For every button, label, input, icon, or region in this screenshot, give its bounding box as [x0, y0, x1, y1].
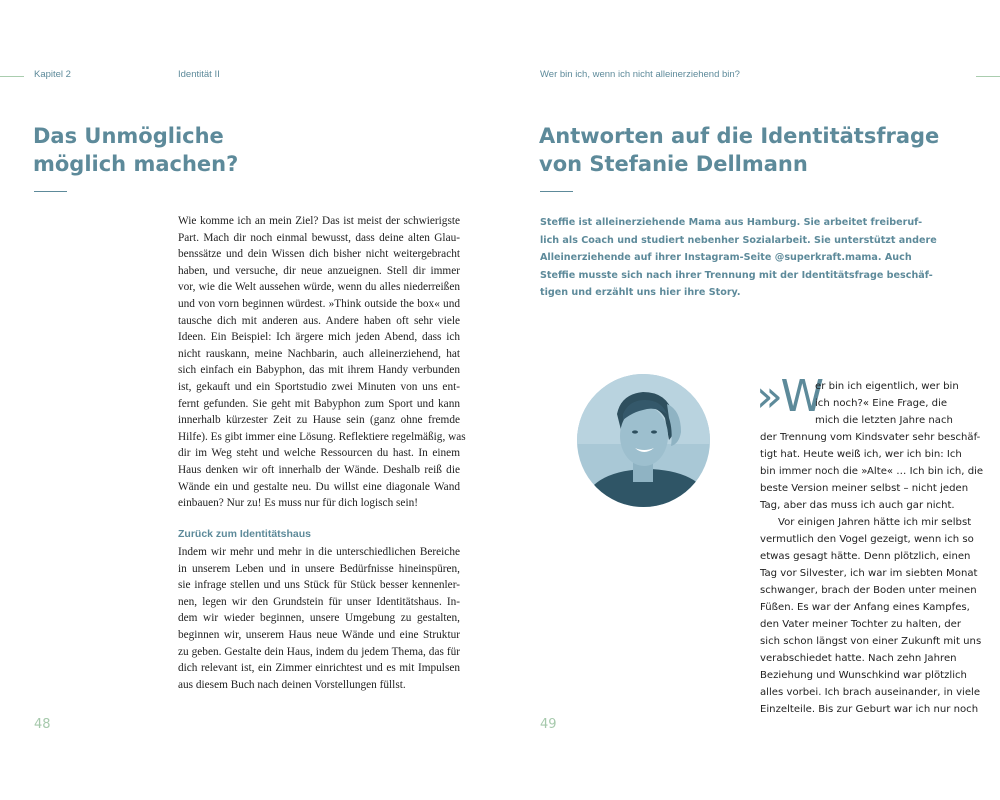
body-line: einbauen? Nur zu! Es muss nur für dich logisch sein! — [178, 497, 418, 510]
story-line: etwas gesagt hätte. Denn plötzlich, einen — [760, 551, 971, 562]
story-line: schwanger, brach der Boden unter meinen — [760, 585, 977, 596]
story-line: verabschiedet hatte. Nach zehn Jahren — [760, 653, 957, 664]
section-subheading: Zurück zum Identitätshaus — [178, 528, 312, 540]
body-line: fernt gefunden. Sie geht mit Babyphon zum Sport und kann — [178, 397, 460, 410]
portrait-photo — [577, 374, 710, 507]
body-line: Ideen. Ein Beispiel: Ich ärgere mich jeden Abend, dass ich — [178, 331, 460, 344]
page-number-left: 48 — [34, 717, 51, 732]
body-line: vor, wie die Welt aussehen würde, wenn du alles niederreißen — [178, 281, 460, 294]
story-line: Tag vor Silvester, ich war im siebten Monat — [760, 568, 978, 579]
body-line: Indem wir mehr und mehr in die unterschiedlichen Bereiche — [178, 546, 460, 558]
body-line: nicht rauskann, meine Nachbarin, auch alleinerziehend, hat — [178, 347, 460, 360]
body-line: in unserem Leben und in unsere Bedürfnisse hineinspüren, — [178, 562, 460, 575]
body-line: sie infrage stellen und uns Stück für Stück besser kennenler- — [178, 579, 460, 592]
story-line: den Vater meiner Tochter zu halten, der — [760, 619, 962, 630]
body-line: dem wir wieder beginnen, unsere Umgebung zu gestalten, — [178, 612, 460, 625]
body-line: dir im Weg steht und welche Ressourcen du hast. In einem — [178, 447, 460, 460]
story-line: mich die letzten Jahre nach — [815, 415, 953, 426]
body-line: ist, gekauft und ein Sportstudio zwei Minuten von uns ent- — [178, 380, 460, 393]
body-line: tausche dich mit anderen aus. Andere haben oft sehr viele — [178, 314, 460, 327]
title-rule-left — [34, 191, 67, 192]
story-line: alles vorbei. Ich brach auseinander, in viele — [760, 687, 981, 698]
story-lead-text — [815, 378, 959, 429]
story-line: Füßen. Es war der Anfang eines Kampfes, — [760, 602, 970, 613]
portrait-illustration — [577, 374, 710, 507]
intro-paragraph — [540, 214, 937, 302]
body-line: Wände ein und gestalte neu. Du willst eine diagonale Wand — [178, 480, 460, 493]
body-line: beginnen wir, unserem Haus neue Wände und eine Struktur — [178, 628, 460, 641]
title-line: möglich machen? — [33, 152, 239, 176]
body-line: innerhalb kürzester Zeit zu Hause sein (ganz ohne fremde — [178, 414, 460, 427]
story-line: Einzelteile. Bis zur Geburt war ich nur noch — [760, 704, 979, 715]
story-line: er bin ich eigentlich, wer bin — [815, 381, 959, 392]
body-line: benssätze und dein Wissen dich bisher nicht weitergebracht — [178, 248, 460, 261]
running-head-section: Identität II — [178, 69, 220, 80]
body-line: Wie komme ich an mein Ziel? Das ist meist der schwierigste — [178, 215, 460, 227]
page-number-right: 49 — [540, 717, 557, 732]
running-head-right: Wer bin ich, wenn ich nicht alleinerziehend bin? — [540, 69, 740, 80]
story-text — [760, 429, 983, 718]
body-line: und von vorn beginnen würdest. »Think outside the box« und — [178, 297, 460, 310]
title-rule-right — [540, 191, 573, 192]
intro-line: tigen und erzählt uns hier ihre Story. — [540, 287, 741, 299]
body-line: dich relevant ist, ein Zimmer einrichtest und es mit Impulsen — [178, 662, 460, 675]
title-line: Antworten auf die Identitätsfrage — [539, 124, 940, 148]
title-line: von Stefanie Dellmann — [539, 152, 808, 176]
body-line: sich einfach ein Babyphon, das mit ihrem Handy verbunden — [178, 364, 460, 377]
story-line: Tag, aber das muss ich auch gar nicht. — [760, 500, 955, 511]
story-line: ich noch?« Eine Frage, die — [815, 398, 948, 409]
body-line: nen, legen wir den Grundstein für unser Identitätshaus. In- — [178, 595, 460, 608]
body-text-left-section2 — [178, 544, 460, 693]
header-rule-right — [976, 76, 1000, 77]
page-title-right — [539, 122, 939, 178]
drop-cap: »W — [756, 371, 825, 422]
story-line: beste Version meiner selbst – nicht jeden — [760, 483, 969, 494]
running-head-chapter: Kapitel 2 — [34, 69, 71, 80]
body-line: aus diesem Buch nach deinen Vorstellungen füllst. — [178, 678, 406, 691]
story-line: tigt hat. Heute weiß ich, wer ich bin: Ich — [760, 449, 962, 460]
intro-line: Steffie ist alleinerziehende Mama aus Hamburg. Sie arbeitet freiberuf- — [540, 217, 923, 228]
header-rule-left — [0, 76, 24, 77]
body-line: Hilfe). Es gibt immer eine Lösung. Reflektiere regelmäßig, was — [178, 430, 466, 443]
body-text-left — [178, 213, 466, 512]
story-line: der Trennung vom Kindsvater sehr beschäf- — [760, 432, 981, 443]
intro-line: lich als Coach und studiert nebenher Sozialarbeit. Sie unterstützt andere — [540, 234, 937, 246]
body-line: Part. Mach dir noch einmal bewusst, dass deine alten Glau- — [178, 231, 460, 244]
intro-line: Alleinerziehende auf ihrer Instagram-Seite @superkraft.mama. Auch — [540, 252, 912, 264]
page-title-left — [33, 122, 238, 178]
story-line: Vor einigen Jahren hätte ich mir selbst — [778, 517, 972, 528]
body-line: Haus denken wir oft innerhalb der Wände. Deshalb reiß die — [178, 463, 460, 476]
story-line: Beziehung und Wunschkind war plötzlich — [760, 670, 967, 681]
body-line: zu geben. Gestalte dein Haus, indem du jedem Thema, das für — [178, 645, 460, 658]
intro-line: Steffie musste sich nach ihrer Trennung mit der Identitätsfrage beschäf- — [540, 269, 933, 281]
story-line: vermutlich den Vogel gezeigt, wenn ich so — [760, 534, 974, 545]
title-line: Das Unmögliche — [33, 124, 224, 148]
story-line: bin immer noch die »Alte« … Ich bin ich, die — [760, 466, 984, 477]
story-line: sich schon längst von einer Zukunft mit uns — [760, 636, 982, 647]
body-line: haben, und versuche, dir neue anzueignen. Stell dir immer — [178, 264, 460, 277]
